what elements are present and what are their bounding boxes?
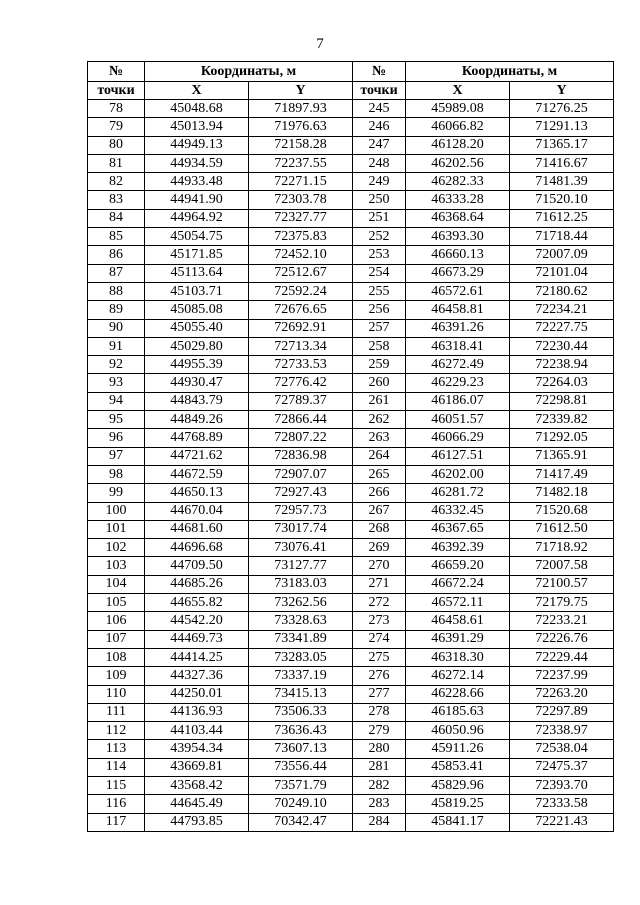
- point-number-right-cell: 267: [353, 502, 406, 520]
- point-number-right-cell: 272: [353, 594, 406, 612]
- y-left-cell: 73571.79: [249, 776, 353, 794]
- table-row: [88, 228, 614, 246]
- x-right-cell: 46391.29: [406, 630, 510, 648]
- y-right-cell: 72339.82: [510, 411, 614, 429]
- x-left-cell: 43954.34: [145, 740, 249, 758]
- x-left-cell: 43568.42: [145, 776, 249, 794]
- point-number-right-cell: 248: [353, 154, 406, 172]
- point-number-right-cell: 279: [353, 722, 406, 740]
- y-right-cell: 71417.49: [510, 465, 614, 483]
- table-row: [88, 154, 614, 172]
- x-left-cell: 45055.40: [145, 319, 249, 337]
- x-right-cell: 46392.39: [406, 539, 510, 557]
- point-number-right-cell: 266: [353, 484, 406, 502]
- x-left-cell: 43669.81: [145, 758, 249, 776]
- table-row: [88, 282, 614, 300]
- point-number-right-cell: 277: [353, 685, 406, 703]
- point-number-left-cell: 102: [88, 539, 145, 557]
- coordinates-table-body: [88, 100, 614, 832]
- y-left-cell: 73607.13: [249, 740, 353, 758]
- x-right-cell: 46229.23: [406, 374, 510, 392]
- point-number-left-cell: 101: [88, 520, 145, 538]
- x-right-cell: 45841.17: [406, 813, 510, 831]
- x-right-cell: 46572.11: [406, 594, 510, 612]
- table-row: [88, 557, 614, 575]
- x-right-cell: 45853.41: [406, 758, 510, 776]
- y-right-cell: 72538.04: [510, 740, 614, 758]
- y-left-cell: 70249.10: [249, 795, 353, 813]
- table-row: [88, 465, 614, 483]
- table-row: [88, 502, 614, 520]
- y-right-cell: 72338.97: [510, 722, 614, 740]
- y-right-cell: 71718.92: [510, 539, 614, 557]
- point-number-left-cell: 89: [88, 301, 145, 319]
- x-left-cell: 44327.36: [145, 667, 249, 685]
- y-right-cell: 71718.44: [510, 228, 614, 246]
- table-row: [88, 337, 614, 355]
- point-number-left-cell: 107: [88, 630, 145, 648]
- point-number-right-cell: 256: [353, 301, 406, 319]
- point-number-right-cell: 282: [353, 776, 406, 794]
- point-number-right-cell: 273: [353, 612, 406, 630]
- coordinates-header-left: Координаты, м: [145, 62, 353, 82]
- point-number-right-cell: 255: [353, 282, 406, 300]
- y-left-cell: 73076.41: [249, 539, 353, 557]
- point-number-left-cell: 105: [88, 594, 145, 612]
- point-number-right-cell: 257: [353, 319, 406, 337]
- x-left-cell: 44793.85: [145, 813, 249, 831]
- y-left-cell: 73183.03: [249, 575, 353, 593]
- point-number-left-cell: 106: [88, 612, 145, 630]
- x-right-cell: 46572.61: [406, 282, 510, 300]
- y-right-cell: 71612.25: [510, 209, 614, 227]
- y-right-cell: 72101.04: [510, 264, 614, 282]
- point-number-left-cell: 108: [88, 648, 145, 666]
- point-number-left-cell: 82: [88, 173, 145, 191]
- y-right-cell: 72237.99: [510, 667, 614, 685]
- y-right-cell: 72007.58: [510, 557, 614, 575]
- y-left-cell: 72907.07: [249, 465, 353, 483]
- point-number-right-cell: 276: [353, 667, 406, 685]
- x-right-cell: 46066.29: [406, 429, 510, 447]
- x-left-cell: 44930.47: [145, 374, 249, 392]
- y-left-cell: 73636.43: [249, 722, 353, 740]
- table-row: [88, 136, 614, 154]
- point-number-left-cell: 86: [88, 246, 145, 264]
- x-left-cell: 45029.80: [145, 337, 249, 355]
- point-number-right-cell: 271: [353, 575, 406, 593]
- y-right-cell: 72393.70: [510, 776, 614, 794]
- x-left-cell: 44103.44: [145, 722, 249, 740]
- y-left-cell: 73556.44: [249, 758, 353, 776]
- y-right-cell: 71276.25: [510, 100, 614, 118]
- point-number-right-cell: 253: [353, 246, 406, 264]
- point-number-left-cell: 113: [88, 740, 145, 758]
- point-number-left-cell: 111: [88, 703, 145, 721]
- table-row: [88, 594, 614, 612]
- x-left-cell: 44469.73: [145, 630, 249, 648]
- table-row: [88, 301, 614, 319]
- y-right-cell: 72226.76: [510, 630, 614, 648]
- x-left-cell: 44672.59: [145, 465, 249, 483]
- y-right-cell: 72333.58: [510, 795, 614, 813]
- x-left-cell: 45085.08: [145, 301, 249, 319]
- x-right-cell: 46393.30: [406, 228, 510, 246]
- point-number-right-cell: 249: [353, 173, 406, 191]
- x-left-cell: 44843.79: [145, 392, 249, 410]
- table-row: [88, 667, 614, 685]
- point-number-right-cell: 274: [353, 630, 406, 648]
- point-number-left-cell: 116: [88, 795, 145, 813]
- point-number-left-cell: 100: [88, 502, 145, 520]
- y-left-cell: 72957.73: [249, 502, 353, 520]
- x-left-cell: 44849.26: [145, 411, 249, 429]
- table-row: [88, 813, 614, 831]
- y-right-cell: 71481.39: [510, 173, 614, 191]
- point-number-right-cell: 260: [353, 374, 406, 392]
- y-right-cell: 72007.09: [510, 246, 614, 264]
- table-row: [88, 429, 614, 447]
- y-left-cell: 72375.83: [249, 228, 353, 246]
- x-left-cell: 44721.62: [145, 447, 249, 465]
- table-row: [88, 447, 614, 465]
- x-left-cell: 45171.85: [145, 246, 249, 264]
- point-number-right-cell: 280: [353, 740, 406, 758]
- y-left-cell: 73415.13: [249, 685, 353, 703]
- x-left-cell: 44655.82: [145, 594, 249, 612]
- point-number-left-cell: 90: [88, 319, 145, 337]
- x-right-cell: 45989.08: [406, 100, 510, 118]
- x-left-cell: 44949.13: [145, 136, 249, 154]
- y-left-cell: 72452.10: [249, 246, 353, 264]
- x-left-cell: 44768.89: [145, 429, 249, 447]
- y-right-cell: 72264.03: [510, 374, 614, 392]
- point-number-left-cell: 97: [88, 447, 145, 465]
- x-right-cell: 46282.33: [406, 173, 510, 191]
- y-right-cell: 71520.10: [510, 191, 614, 209]
- x-right-cell: 46272.14: [406, 667, 510, 685]
- point-number-left-cell: 78: [88, 100, 145, 118]
- table-row: [88, 539, 614, 557]
- x-left-cell: 44414.25: [145, 648, 249, 666]
- x-left-cell: 44685.26: [145, 575, 249, 593]
- y-left-cell: 70342.47: [249, 813, 353, 831]
- x-right-cell: 45911.26: [406, 740, 510, 758]
- point-number-right-cell: 265: [353, 465, 406, 483]
- table-row: [88, 575, 614, 593]
- point-number-left-cell: 85: [88, 228, 145, 246]
- y-right-cell: 72475.37: [510, 758, 614, 776]
- point-number-left-cell: 95: [88, 411, 145, 429]
- y-left-cell: 73328.63: [249, 612, 353, 630]
- x-left-cell: 44696.68: [145, 539, 249, 557]
- x-header-right: X: [406, 82, 510, 100]
- point-number-left-cell: 117: [88, 813, 145, 831]
- table-row: [88, 722, 614, 740]
- point-number-left-cell: 109: [88, 667, 145, 685]
- y-left-cell: 72303.78: [249, 191, 353, 209]
- y-right-cell: 71365.91: [510, 447, 614, 465]
- x-left-cell: 44933.48: [145, 173, 249, 191]
- y-left-cell: 73506.33: [249, 703, 353, 721]
- x-left-cell: 44650.13: [145, 484, 249, 502]
- point-number-right-cell: 247: [353, 136, 406, 154]
- x-right-cell: 46272.49: [406, 356, 510, 374]
- y-right-cell: 71482.18: [510, 484, 614, 502]
- x-left-cell: 44136.93: [145, 703, 249, 721]
- y-left-cell: 72692.91: [249, 319, 353, 337]
- point-number-right-cell: 284: [353, 813, 406, 831]
- point-number-right-cell: 263: [353, 429, 406, 447]
- table-row: [88, 520, 614, 538]
- table-row: [88, 484, 614, 502]
- y-right-cell: 72263.20: [510, 685, 614, 703]
- x-left-cell: 44250.01: [145, 685, 249, 703]
- point-number-left-cell: 98: [88, 465, 145, 483]
- page-number: 7: [316, 36, 324, 52]
- y-right-cell: 72221.43: [510, 813, 614, 831]
- y-left-cell: 72789.37: [249, 392, 353, 410]
- y-left-cell: 71976.63: [249, 118, 353, 136]
- x-left-cell: 44964.92: [145, 209, 249, 227]
- point-number-right-cell: 251: [353, 209, 406, 227]
- x-right-cell: 46051.57: [406, 411, 510, 429]
- x-left-cell: 45103.71: [145, 282, 249, 300]
- y-right-cell: 71365.17: [510, 136, 614, 154]
- table-row: [88, 776, 614, 794]
- x-left-cell: 45113.64: [145, 264, 249, 282]
- x-right-cell: 46186.07: [406, 392, 510, 410]
- y-right-cell: 72234.21: [510, 301, 614, 319]
- y-left-cell: 72271.15: [249, 173, 353, 191]
- point-number-left-cell: 87: [88, 264, 145, 282]
- point-number-right-cell: 268: [353, 520, 406, 538]
- table-row: [88, 758, 614, 776]
- point-number-right-cell: 275: [353, 648, 406, 666]
- table-row: [88, 795, 614, 813]
- x-left-cell: 44934.59: [145, 154, 249, 172]
- x-right-cell: 46333.28: [406, 191, 510, 209]
- table-row: [88, 703, 614, 721]
- y-right-cell: 71292.05: [510, 429, 614, 447]
- x-header-left: X: [145, 82, 249, 100]
- y-right-cell: 71291.13: [510, 118, 614, 136]
- table-row: [88, 319, 614, 337]
- x-right-cell: 46127.51: [406, 447, 510, 465]
- y-header-right: Y: [510, 82, 614, 100]
- point-number-header-right: №: [353, 62, 406, 82]
- y-left-cell: 73341.89: [249, 630, 353, 648]
- x-right-cell: 46458.61: [406, 612, 510, 630]
- point-number-right-cell: 261: [353, 392, 406, 410]
- y-left-cell: 72592.24: [249, 282, 353, 300]
- y-left-cell: 73017.74: [249, 520, 353, 538]
- table-row: [88, 630, 614, 648]
- y-left-cell: 73262.56: [249, 594, 353, 612]
- point-number-left-cell: 104: [88, 575, 145, 593]
- table-row: [88, 191, 614, 209]
- point-number-right-cell: 270: [353, 557, 406, 575]
- x-right-cell: 46281.72: [406, 484, 510, 502]
- y-right-cell: 71416.67: [510, 154, 614, 172]
- x-right-cell: 46332.45: [406, 502, 510, 520]
- y-header-left: Y: [249, 82, 353, 100]
- x-right-cell: 46318.41: [406, 337, 510, 355]
- y-left-cell: 73283.05: [249, 648, 353, 666]
- y-left-cell: 72237.55: [249, 154, 353, 172]
- y-right-cell: 72180.62: [510, 282, 614, 300]
- x-left-cell: 44645.49: [145, 795, 249, 813]
- x-left-cell: 44709.50: [145, 557, 249, 575]
- point-number-left-cell: 91: [88, 337, 145, 355]
- point-number-header-left: №: [88, 62, 145, 82]
- point-number-right-cell: 264: [353, 447, 406, 465]
- table-row: [88, 209, 614, 227]
- y-left-cell: 72836.98: [249, 447, 353, 465]
- y-left-cell: 73337.19: [249, 667, 353, 685]
- y-right-cell: 72229.44: [510, 648, 614, 666]
- point-number-right-cell: 278: [353, 703, 406, 721]
- x-right-cell: 45829.96: [406, 776, 510, 794]
- point-number-left-cell: 94: [88, 392, 145, 410]
- table-row: [88, 411, 614, 429]
- point-number-left-cell: 115: [88, 776, 145, 794]
- point-number-left-cell: 83: [88, 191, 145, 209]
- y-left-cell: 72807.22: [249, 429, 353, 447]
- x-left-cell: 44681.60: [145, 520, 249, 538]
- y-right-cell: 72100.57: [510, 575, 614, 593]
- y-left-cell: 72776.42: [249, 374, 353, 392]
- y-left-cell: 72512.67: [249, 264, 353, 282]
- point-subheader-right: точки: [353, 82, 406, 100]
- x-left-cell: 44941.90: [145, 191, 249, 209]
- y-right-cell: 72230.44: [510, 337, 614, 355]
- point-number-right-cell: 283: [353, 795, 406, 813]
- y-left-cell: 72158.28: [249, 136, 353, 154]
- y-left-cell: 72676.65: [249, 301, 353, 319]
- point-number-left-cell: 93: [88, 374, 145, 392]
- x-right-cell: 46050.96: [406, 722, 510, 740]
- x-right-cell: 46391.26: [406, 319, 510, 337]
- x-right-cell: 46368.64: [406, 209, 510, 227]
- x-right-cell: 46185.63: [406, 703, 510, 721]
- coordinates-header-right: Координаты, м: [406, 62, 614, 82]
- x-right-cell: 46202.56: [406, 154, 510, 172]
- y-right-cell: 72233.21: [510, 612, 614, 630]
- point-number-right-cell: 269: [353, 539, 406, 557]
- point-number-right-cell: 254: [353, 264, 406, 282]
- point-number-left-cell: 88: [88, 282, 145, 300]
- x-left-cell: 44670.04: [145, 502, 249, 520]
- point-number-right-cell: 258: [353, 337, 406, 355]
- y-left-cell: 73127.77: [249, 557, 353, 575]
- y-right-cell: 72179.75: [510, 594, 614, 612]
- x-right-cell: 46660.13: [406, 246, 510, 264]
- point-number-left-cell: 79: [88, 118, 145, 136]
- point-number-left-cell: 114: [88, 758, 145, 776]
- y-right-cell: 71520.68: [510, 502, 614, 520]
- x-right-cell: 46228.66: [406, 685, 510, 703]
- table-row: [88, 392, 614, 410]
- y-left-cell: 72927.43: [249, 484, 353, 502]
- table-row: [88, 685, 614, 703]
- y-left-cell: 71897.93: [249, 100, 353, 118]
- point-number-right-cell: 245: [353, 100, 406, 118]
- y-right-cell: 72298.81: [510, 392, 614, 410]
- table-row: [88, 374, 614, 392]
- y-right-cell: 72227.75: [510, 319, 614, 337]
- table-row: [88, 356, 614, 374]
- y-left-cell: 72713.34: [249, 337, 353, 355]
- table-row: [88, 100, 614, 118]
- x-right-cell: 46672.24: [406, 575, 510, 593]
- point-number-right-cell: 259: [353, 356, 406, 374]
- x-right-cell: 46367.65: [406, 520, 510, 538]
- point-number-right-cell: 281: [353, 758, 406, 776]
- x-right-cell: 45819.25: [406, 795, 510, 813]
- y-left-cell: 72327.77: [249, 209, 353, 227]
- x-left-cell: 45054.75: [145, 228, 249, 246]
- point-subheader-left: точки: [88, 82, 145, 100]
- point-number-right-cell: 262: [353, 411, 406, 429]
- point-number-left-cell: 81: [88, 154, 145, 172]
- y-right-cell: 72297.89: [510, 703, 614, 721]
- point-number-left-cell: 99: [88, 484, 145, 502]
- point-number-right-cell: 252: [353, 228, 406, 246]
- y-right-cell: 72238.94: [510, 356, 614, 374]
- x-left-cell: 44955.39: [145, 356, 249, 374]
- x-left-cell: 45048.68: [145, 100, 249, 118]
- x-right-cell: 46128.20: [406, 136, 510, 154]
- point-number-left-cell: 92: [88, 356, 145, 374]
- point-number-left-cell: 96: [88, 429, 145, 447]
- x-right-cell: 46202.00: [406, 465, 510, 483]
- x-left-cell: 45013.94: [145, 118, 249, 136]
- y-left-cell: 72733.53: [249, 356, 353, 374]
- point-number-left-cell: 84: [88, 209, 145, 227]
- point-number-left-cell: 110: [88, 685, 145, 703]
- point-number-left-cell: 80: [88, 136, 145, 154]
- x-right-cell: 46458.81: [406, 301, 510, 319]
- table-row: [88, 118, 614, 136]
- x-right-cell: 46318.30: [406, 648, 510, 666]
- point-number-right-cell: 246: [353, 118, 406, 136]
- x-right-cell: 46066.82: [406, 118, 510, 136]
- x-left-cell: 44542.20: [145, 612, 249, 630]
- table-row: [88, 264, 614, 282]
- point-number-left-cell: 103: [88, 557, 145, 575]
- x-right-cell: 46659.20: [406, 557, 510, 575]
- table-row: [88, 612, 614, 630]
- table-row: [88, 246, 614, 264]
- table-row: [88, 648, 614, 666]
- x-right-cell: 46673.29: [406, 264, 510, 282]
- y-right-cell: 71612.50: [510, 520, 614, 538]
- table-row: [88, 173, 614, 191]
- coordinates-table: [87, 61, 614, 832]
- y-left-cell: 72866.44: [249, 411, 353, 429]
- point-number-right-cell: 250: [353, 191, 406, 209]
- table-row: [88, 740, 614, 758]
- point-number-left-cell: 112: [88, 722, 145, 740]
